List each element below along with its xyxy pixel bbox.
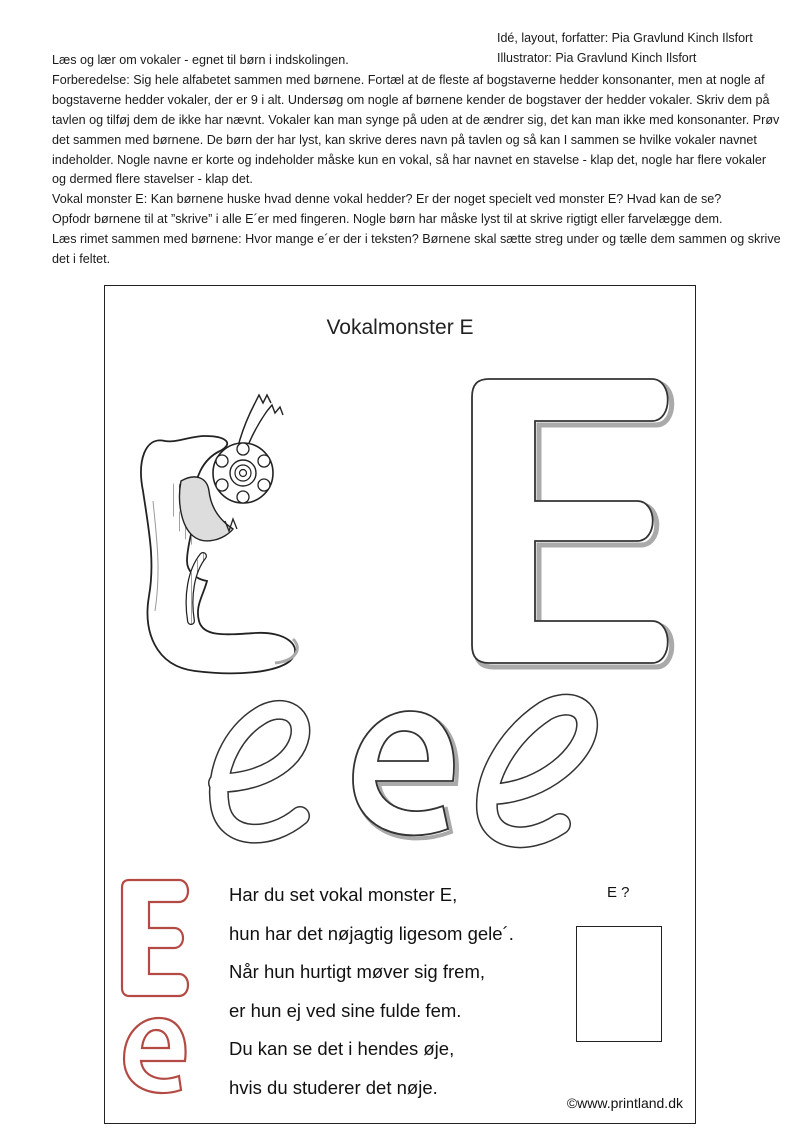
intro-rhyme-instruction: Læs rimet sammen med børnene: Hvor mange e´er der i teksten? Børnene skal sætte streg under og tælle dem sammen og skrive det i feltet. [52,232,781,267]
count-label: E ? [607,884,630,901]
count-answer-box[interactable] [576,926,662,1042]
worksheet-frame [104,285,696,1124]
copyright-footer: ©www.printland.dk [566,1095,683,1111]
lowercase-e-row [200,691,600,851]
intro-text [52,51,782,270]
rhyme-line: hun har det nøjagtig ligesom gele´. [229,922,514,944]
credit-illustrator: Illustrator: Pia Gravlund Kinch Ilsfort [497,51,697,65]
intro-tracing: Opfodr børnene til at ”skrive” i alle E´er med fingeren. Nogle børn har måske lyst til at skrive rigtigt eller farvelægge dem. [52,212,723,227]
rhyme-line: Har du set vokal monster E, [229,884,458,905]
intro-monster-question: Vokal monster E: Kan børnene huske hvad denne vokal hedder? Er der noget specielt ved monster E? Hvad kan de se? [52,192,722,207]
credit-author: Idé, layout, forfatter: Pia Gravlund Kinch Ilsfort [497,31,753,45]
intro-preparation: Forberedelse: Sig hele alfabetet sammen med børnene. Fortæl at de fleste af bogstaverne hedder konsonanter, men at nogle af bogstaverne hedder vokaler, der er 9 i alt. Undersøg om nogle af børnene kender de bogstaver der hedder vokaler. Skriv dem på tavlen og tilføj dem de ikke har nævnt. Vokaler kan man synge på uden at de ændrer sig, det kan man ikke med konsonanter. Prøv det sammen med børnene. De børn der har lyst, kan skrive deres navn på tavlen og så kan I sammen se hvilke vokaler navnet indeholder. Nogle navne er korte og indeholder måske kun en vokal, så har navnet en stavelse - klap det, nogle har flere vokaler og dermed flere stavelser - klap det. [52,72,780,187]
worksheet-title: Vokalmonster E [326,316,474,339]
red-outline-e-pair [119,876,199,1101]
rhyme-text [229,876,514,1107]
rhyme-line: Du kan se det i hendes øje, [229,1038,455,1059]
rhyme-line: er hun ej ved sine fulde fem. [229,999,462,1021]
big-outline-e [467,371,692,676]
big-e-letter: E [467,371,468,372]
monster-e-illustration [125,381,325,691]
rhyme-line: Når hun hurtigt møver sig frem, [229,961,485,982]
intro-subtitle: Læs og lær om vokaler - egnet til børn i indskolingen. [52,53,349,67]
rhyme-line: hvis du studerer det nøje. [229,1076,438,1098]
